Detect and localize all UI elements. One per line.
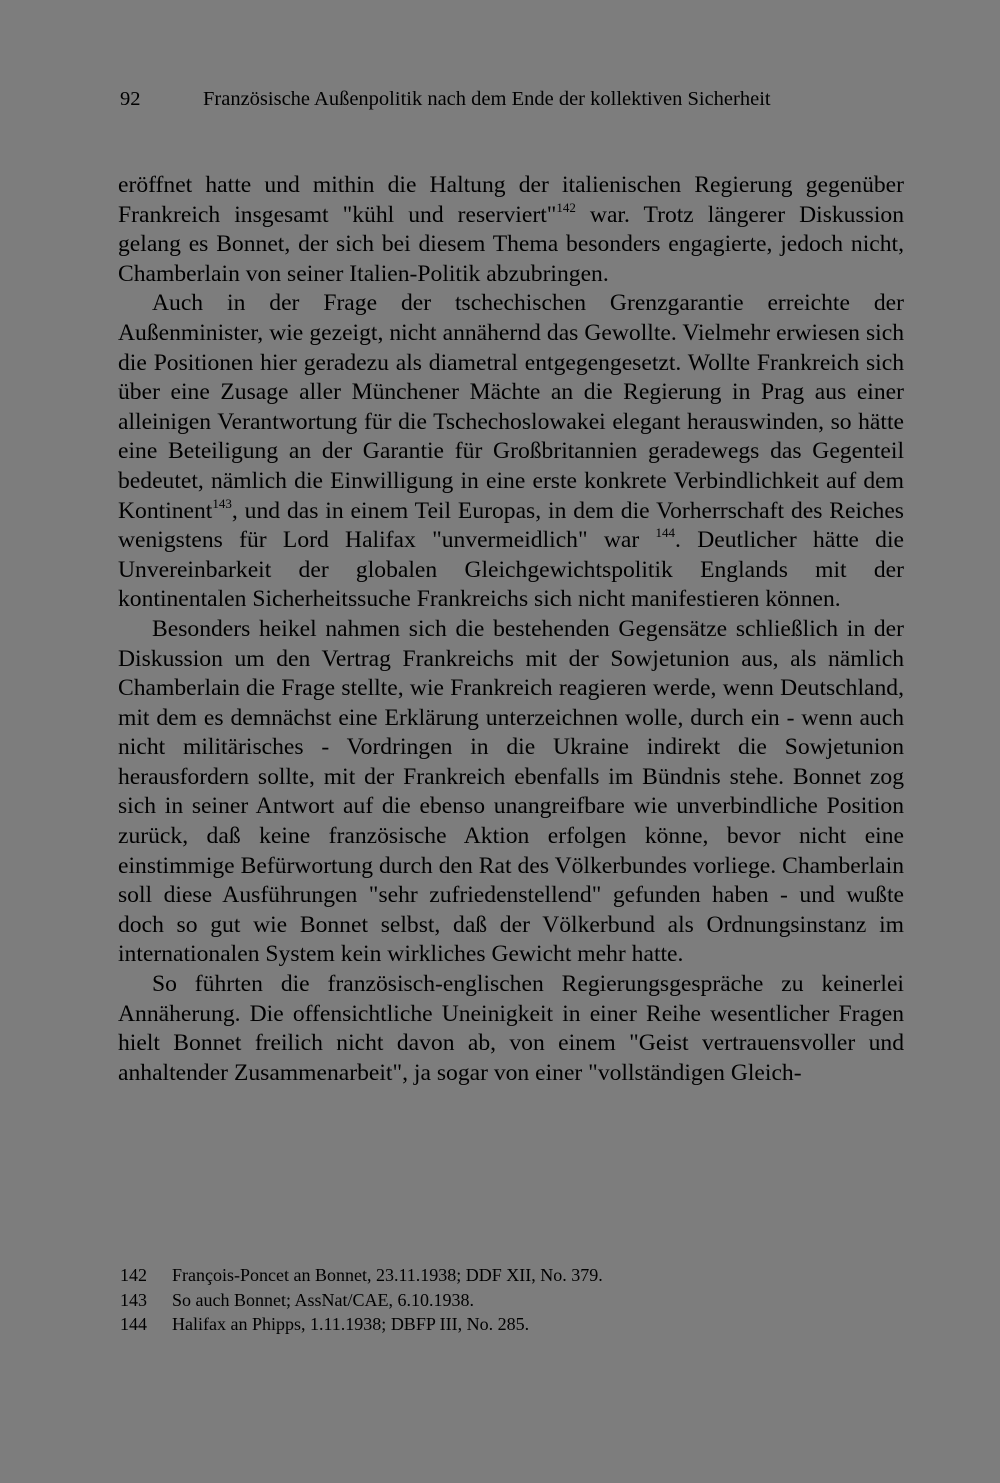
- paragraph-text: Auch in der Frage der tschechischen Grenzgarantie erreichte der Außenminister, wie gezeigt, nicht annähernd das Gewollte. Vielmehr erwiesen sich die Positionen hier geradezu als diametral entgegengesetzt. Wollte Frankreich sich über eine Zusage aller Münchener Mächte an die Regierung in Prag aus einer alleinigen Verantwortung für die Tschechoslowakei elegant herauswinden, so hätte eine Beteiligung an der Garantie für Großbritannien geradewegs das Gegenteil bedeutet, nämlich die Einwilligung in eine erste konkrete Verbindlichkeit auf dem Kontinent: [118, 290, 904, 524]
- paragraph-text: So führten die französisch-englischen Regierungsgespräche zu keinerlei Annäherung. Die offensichtliche Uneinigkeit in einer Reihe wesentlicher Fragen hielt Bonnet freilich nicht davon ab, von einem "Geist vertrauensvoller und anhaltender Zusammenarbeit", ja sogar von einer "vollständigen Gleich-: [118, 971, 904, 1086]
- footnote-text: So auch Bonnet; AssNat/CAE, 6.10.1938.: [172, 1289, 474, 1310]
- footnote-number: 144: [120, 1314, 147, 1334]
- footnote: [120, 1263, 820, 1288]
- paragraph-text: Besonders heikel nahmen sich die bestehenden Gegensätze schließlich in der Diskussion um den Vertrag Frankreichs mit der Sowjetunion aus, als nämlich Chamberlain die Frage stellte, wie Frankreich reagieren werde, wenn Deutschland, mit dem es demnächst eine Erklärung unterzeichnen wolle, durch ein - wenn auch nicht militärisches - Vordringen in die Ukraine indirekt die Sowjetunion herausfordern sollte, mit der Frankreich ebenfalls im Bündnis stehe. Bonnet zog sich in seiner Antwort auf die ebenso unangreifbare wie unverbindliche Position zurück, daß keine französische Aktion erfolgen könne, bevor nicht eine einstimmige Befürwortung durch den Rat des Völkerbundes vorliege. Chamberlain soll diese Ausführungen "sehr zufriedenstellend" gefunden haben - und wußte doch so gut wie Bonnet selbst, daß der Völkerbund als Ordnungsinstanz im internationalen System kein wirkliches Gewicht mehr hatte.: [118, 615, 904, 968]
- running-title: Französische Außenpolitik nach dem Ende der kollektiven Sicherheit: [203, 88, 771, 110]
- paragraph-text: war. Trotz längerer Diskussion gelang es Bonnet, der sich bei diesem Thema besonders engagierte, jedoch nicht, Chamberlain von seiner Italien-Politik abzubringen.: [118, 201, 904, 287]
- paragraph: [118, 289, 904, 615]
- body-text: [118, 171, 904, 1088]
- footnote-marker: 144: [655, 525, 676, 541]
- footnote: [120, 1288, 820, 1313]
- paragraph-text: , und das in einem Teil Europas, in dem die Vorherrschaft des Reiches wenigstens für Lord Halifax "unvermeidlich" war: [118, 497, 904, 554]
- page-number: 92: [120, 88, 141, 110]
- footnote-text: Halifax an Phipps, 1.11.1938; DBFP III, No. 285.: [172, 1314, 530, 1334]
- footnote-number: 142: [120, 1265, 147, 1285]
- paragraph: [118, 171, 904, 289]
- running-header: [120, 84, 910, 114]
- footnotes: [120, 1263, 820, 1337]
- footnote-number: 143: [120, 1289, 147, 1310]
- footnote-marker: 142: [556, 199, 576, 215]
- paragraph-text: . Deutlicher hätte die Unvereinbarkeit der globalen Gleichgewichtspolitik Englands mit der kontinentalen Sicherheitssuche Frankreichs sich nicht manifestieren können.: [118, 527, 905, 613]
- footnote-text: François-Poncet an Bonnet, 23.11.1938; DDF XII, No. 379.: [172, 1265, 603, 1285]
- paragraph: [118, 970, 904, 1088]
- footnote-marker: 143: [212, 495, 232, 511]
- paragraph-text: eröffnet hatte und mithin die Haltung der italienischen Regierung gegenüber Frankreich insgesamt "kühl und reserviert": [118, 172, 904, 228]
- paragraph: [118, 615, 904, 970]
- footnote: [120, 1312, 820, 1337]
